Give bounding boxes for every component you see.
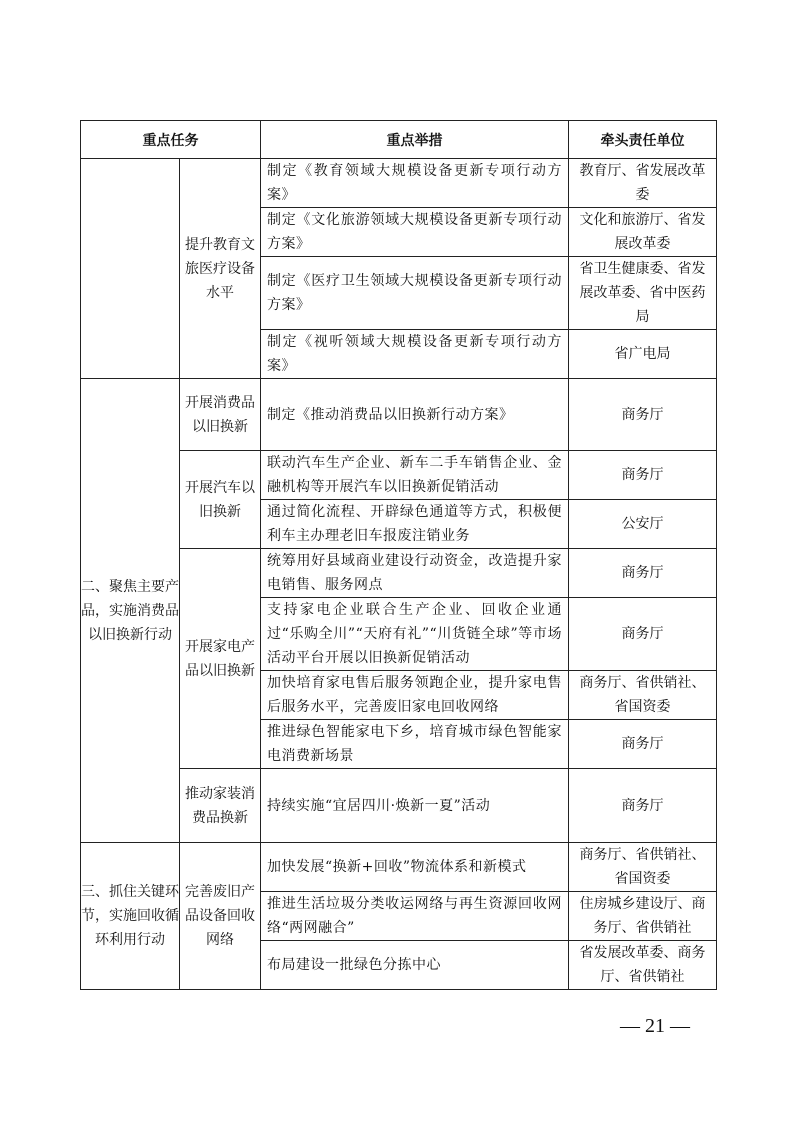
measure-cell: 加快培育家电售后服务领跑企业，提升家电售后服务水平，完善废旧家电回收网络 xyxy=(261,671,569,720)
measure-cell: 加快发展“换新+回收”物流体系和新模式 xyxy=(261,843,569,892)
task-cell xyxy=(81,159,180,379)
measure-cell: 制定《教育领域大规模设备更新专项行动方案》 xyxy=(261,159,569,208)
measure-cell: 布局建设一批绿色分拣中心 xyxy=(261,941,569,990)
subtask-cell: 开展汽车以旧换新 xyxy=(180,451,261,549)
unit-cell: 住房城乡建设厅、商务厅、省供销社 xyxy=(569,892,717,941)
unit-cell: 商务厅 xyxy=(569,769,717,843)
unit-cell: 商务厅 xyxy=(569,720,717,769)
unit-cell: 教育厅、省发展改革委 xyxy=(569,159,717,208)
unit-cell: 商务厅、省供销社、省国资委 xyxy=(569,843,717,892)
table-row xyxy=(81,379,717,451)
measure-cell: 制定《视听领域大规模设备更新专项行动方案》 xyxy=(261,330,569,379)
unit-cell: 商务厅 xyxy=(569,451,717,500)
task-cell: 二、聚焦主要产品，实施消费品以旧换新行动 xyxy=(81,379,180,843)
unit-cell: 公安厅 xyxy=(569,500,717,549)
measure-cell: 制定《医疗卫生领域大规模设备更新专项行动方案》 xyxy=(261,257,569,330)
subtask-cell: 推动家装消费品换新 xyxy=(180,769,261,843)
measure-cell: 推进绿色智能家电下乡，培育城市绿色智能家电消费新场景 xyxy=(261,720,569,769)
unit-cell: 商务厅 xyxy=(569,598,717,671)
table-header-row xyxy=(81,121,717,159)
table-row xyxy=(81,843,717,892)
header-measure: 重点举措 xyxy=(261,121,569,159)
table-row xyxy=(81,159,717,208)
unit-cell: 省卫生健康委、省发展改革委、省中医药局 xyxy=(569,257,717,330)
unit-cell: 文化和旅游厅、省发展改革委 xyxy=(569,208,717,257)
page-number: — 21 — xyxy=(620,1015,690,1037)
measure-cell: 统筹用好县域商业建设行动资金，改造提升家电销售、服务网点 xyxy=(261,549,569,598)
measure-cell: 支持家电企业联合生产企业、回收企业通过“乐购全川”“天府有礼”“川货链全球”等市场活动平台开展以旧换新促销活动 xyxy=(261,598,569,671)
measure-cell: 联动汽车生产企业、新车二手车销售企业、金融机构等开展汽车以旧换新促销活动 xyxy=(261,451,569,500)
subtask-cell: 完善废旧产品设备回收网络 xyxy=(180,843,261,990)
unit-cell: 商务厅 xyxy=(569,379,717,451)
measure-cell: 制定《文化旅游领域大规模设备更新专项行动方案》 xyxy=(261,208,569,257)
header-unit: 牵头责任单位 xyxy=(569,121,717,159)
unit-cell: 省发展改革委、商务厅、省供销社 xyxy=(569,941,717,990)
measure-cell: 通过简化流程、开辟绿色通道等方式，积极便利车主办理老旧车报废注销业务 xyxy=(261,500,569,549)
task-cell: 三、抓住关键环节，实施回收循环利用行动 xyxy=(81,843,180,990)
measures-table xyxy=(80,120,717,990)
measure-cell: 持续实施“宜居四川·焕新一夏”活动 xyxy=(261,769,569,843)
subtask-cell: 提升教育文旅医疗设备水平 xyxy=(180,159,261,379)
unit-cell: 商务厅、省供销社、省国资委 xyxy=(569,671,717,720)
header-task: 重点任务 xyxy=(81,121,261,159)
subtask-cell: 开展消费品以旧换新 xyxy=(180,379,261,451)
measure-cell: 推进生活垃圾分类收运网络与再生资源回收网络“两网融合” xyxy=(261,892,569,941)
unit-cell: 省广电局 xyxy=(569,330,717,379)
subtask-cell: 开展家电产品以旧换新 xyxy=(180,549,261,769)
unit-cell: 商务厅 xyxy=(569,549,717,598)
measure-cell: 制定《推动消费品以旧换新行动方案》 xyxy=(261,379,569,451)
